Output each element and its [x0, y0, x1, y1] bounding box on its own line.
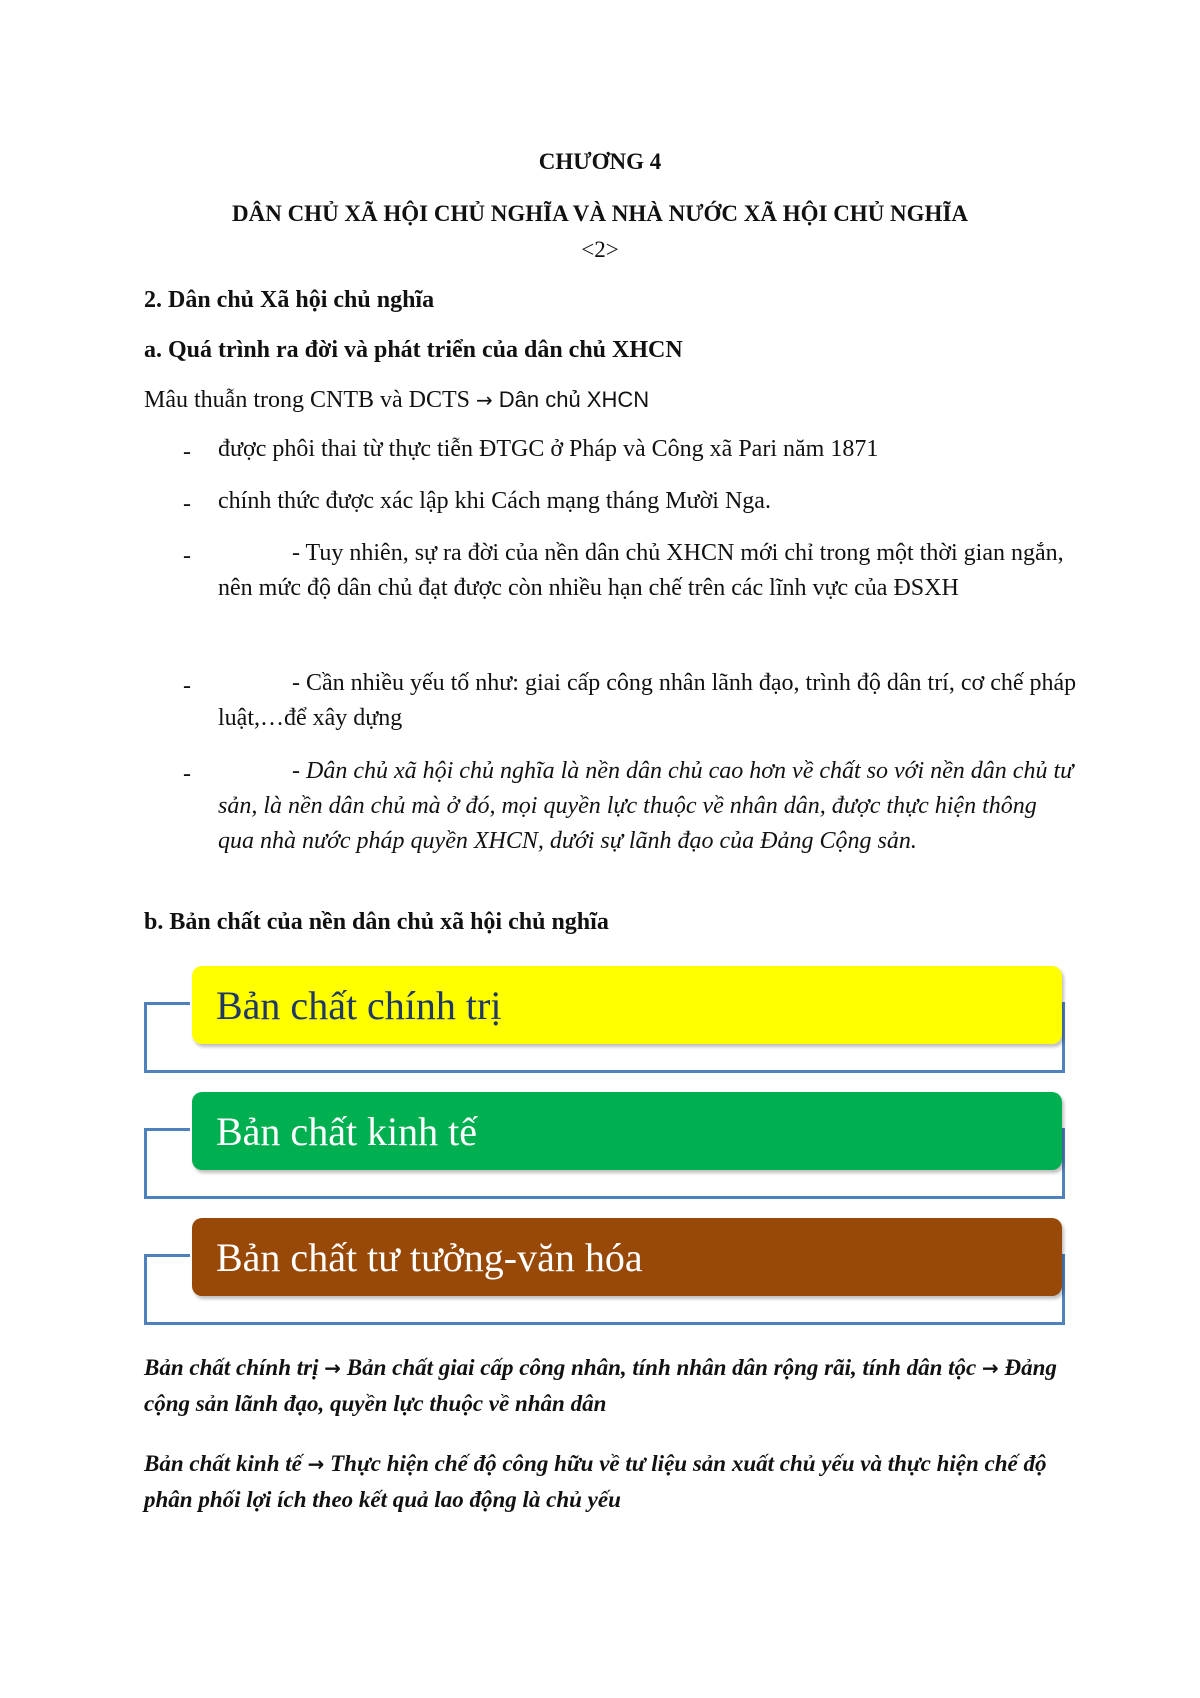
closing-term: Bản chất kinh tế: [144, 1451, 302, 1476]
intro-line: [144, 386, 649, 414]
chapter-title: DÂN CHỦ XÃ HỘI CHỦ NGHĨA VÀ NHÀ NƯỚC XÃ HỘI CHỦ NGHĨA: [231, 201, 969, 226]
bullet-dash: -: [183, 673, 191, 699]
closing-description: Thực hiện chế độ công hữu về tư liệu sản xuất chủ yếu và thực hiện chế độ phân phối lợi ích theo kết quả lao động là chủ yếu: [144, 1451, 1047, 1512]
closing-paragraph-political: [144, 1350, 1074, 1422]
right-arrow-icon: →: [475, 388, 493, 412]
diagram-box-ideological-cultural: [192, 1218, 1062, 1296]
bullet-dash: -: [183, 543, 191, 569]
closing-description: Đảng cộng sản lãnh đạo, quyền lực thuộc về nhân dân: [144, 1355, 1057, 1416]
intro-left: Mâu thuẫn trong CNTB và DCTS: [144, 387, 470, 413]
closing-description: Bản chất giai cấp công nhân, tính nhân dân rộng rãi, tính dân tộc: [346, 1355, 977, 1380]
closing-paragraph-economic: [144, 1446, 1074, 1518]
subsection-b-heading: b. Bản chất của nền dân chủ xã hội chủ nghĩa: [144, 909, 609, 935]
bullet-dash: -: [183, 491, 191, 517]
diagram-box-political: [192, 966, 1062, 1044]
subsection-a-heading: a. Quá trình ra đời và phát triển của dân chủ XHCN: [144, 337, 683, 363]
bullet-item-1: được phôi thai từ thực tiễn ĐTGC ở Pháp và Công xã Pari năm 1871: [218, 436, 879, 462]
diagram-box-label: Bản chất tư tưởng-văn hóa: [216, 1234, 643, 1280]
bullet-item-2: chính thức được xác lập khi Cách mạng tháng Mười Nga.: [218, 488, 771, 514]
diagram-box-label: Bản chất chính trị: [216, 982, 502, 1028]
section-heading: 2. Dân chủ Xã hội chủ nghĩa: [144, 287, 435, 313]
bullet-dash: -: [183, 761, 191, 787]
bullet-dash: -: [183, 439, 191, 465]
right-arrow-icon: →: [324, 1356, 341, 1380]
bullet-item-4: - Cần nhiều yếu tố như: giai cấp công nhân lãnh đạo, trình độ dân trí, cơ chế pháp luật,…để xây dựng: [218, 670, 1077, 731]
right-arrow-icon: →: [982, 1356, 999, 1380]
bullet-item-3: - Tuy nhiên, sự ra đời của nền dân chủ XHCN mới chỉ trong một thời gian ngắn, nên mức độ dân chủ đạt được còn nhiều hạn chế trên các lĩnh vực của ĐSXH: [218, 540, 1064, 601]
intro-right: Dân chủ XHCN: [498, 387, 650, 412]
bullet-item-5: - Dân chủ xã hội chủ nghĩa là nền dân chủ cao hơn về chất so với nền dân chủ tư sản, là nền dân chủ mà ở đó, mọi quyền lực thuộc về nhân dân, được thực hiện thông qua nhà nước pháp quyền XHCN, dưới sự lãnh đạo của Đảng Cộng sản.: [218, 758, 1074, 854]
right-arrow-icon: →: [307, 1452, 325, 1476]
part-marker: <2>: [581, 237, 619, 262]
diagram-box-label: Bản chất kinh tế: [216, 1108, 478, 1154]
chapter-number: CHƯƠNG 4: [538, 149, 662, 174]
closing-term: Bản chất chính trị: [144, 1355, 319, 1380]
diagram-box-economic: [192, 1092, 1062, 1170]
